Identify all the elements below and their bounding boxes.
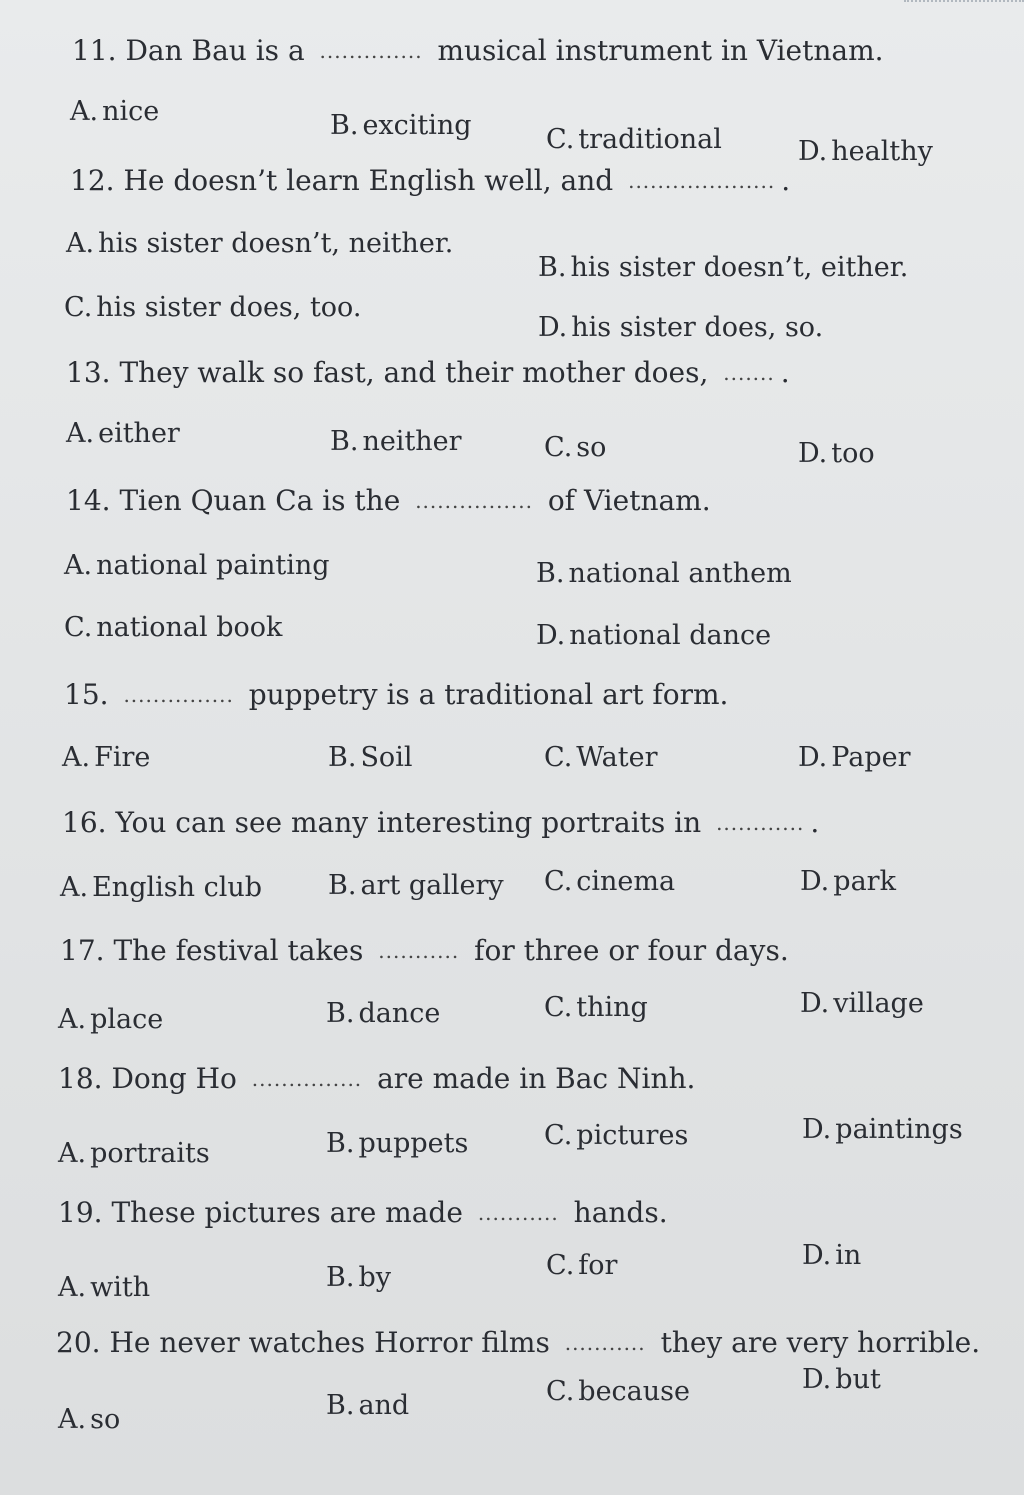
option-letter: C. (544, 866, 573, 897)
option-letter: C. (544, 742, 573, 773)
option-c[interactable] (544, 866, 675, 898)
question-text-before: Dan Bau is a (125, 34, 305, 67)
option-b[interactable] (328, 742, 412, 774)
option-text: healthy (831, 136, 933, 167)
option-text: because (578, 1376, 690, 1407)
option-letter: B. (326, 998, 355, 1029)
option-d[interactable] (536, 620, 771, 652)
option-d[interactable] (800, 866, 896, 898)
option-c[interactable] (544, 992, 648, 1024)
question-number: 13. (66, 356, 111, 389)
option-text: his sister doesn’t, either. (570, 252, 909, 283)
option-text: his sister does, so. (571, 312, 824, 343)
option-letter: B. (326, 1262, 355, 1293)
option-b[interactable] (326, 1128, 468, 1160)
option-text: in (835, 1240, 862, 1271)
question-text-after: of Vietnam. (547, 484, 711, 517)
option-text: with (90, 1272, 151, 1303)
option-text: Soil (360, 742, 413, 773)
option-letter: A. (60, 872, 89, 903)
question-text-after: . (781, 164, 791, 197)
option-a[interactable] (58, 1004, 163, 1036)
option-text: for (578, 1250, 618, 1281)
answer-blank: ........... (378, 939, 460, 963)
option-text: by (358, 1262, 391, 1293)
option-letter: C. (546, 124, 575, 155)
option-text: exciting (362, 110, 472, 141)
option-text: English club (92, 872, 263, 903)
option-text: park (833, 866, 896, 897)
option-text: cinema (576, 866, 676, 897)
question-number: 14. (66, 484, 111, 517)
option-d[interactable] (798, 136, 933, 168)
option-letter: B. (330, 426, 359, 457)
question-number: 11. (72, 34, 117, 67)
option-letter: D. (798, 438, 828, 469)
question-stem (62, 806, 819, 840)
question-text-after: for three or four days. (474, 934, 789, 967)
option-a[interactable] (64, 550, 330, 582)
option-c[interactable] (546, 1376, 690, 1408)
option-letter: D. (538, 312, 568, 343)
option-a[interactable] (66, 418, 180, 450)
option-text: dance (358, 998, 441, 1029)
question-text-before: He doesn’t learn English well, and (123, 164, 614, 197)
question-text-after: hands. (573, 1196, 668, 1229)
option-a[interactable] (58, 1404, 120, 1436)
page-edge-dots (904, 0, 1024, 16)
option-text: place (90, 1004, 164, 1035)
option-text: national anthem (568, 558, 792, 589)
option-c[interactable] (546, 124, 722, 156)
option-letter: C. (64, 292, 93, 323)
question-text-before: You can see many interesting portraits in (115, 806, 702, 839)
option-text: and (358, 1390, 410, 1421)
option-d[interactable] (798, 438, 875, 470)
option-d[interactable] (800, 988, 924, 1020)
option-letter: C. (546, 1376, 575, 1407)
option-letter: B. (328, 870, 357, 901)
question-stem (66, 356, 790, 390)
option-d[interactable] (802, 1364, 881, 1396)
option-letter: A. (66, 418, 95, 449)
option-letter: D. (802, 1240, 832, 1271)
question-number: 17. (60, 934, 105, 967)
option-a[interactable] (66, 228, 453, 260)
question-stem (60, 934, 789, 968)
option-letter: A. (58, 1272, 87, 1303)
option-text: pictures (576, 1120, 689, 1151)
option-letter: A. (62, 742, 91, 773)
option-letter: D. (800, 988, 830, 1019)
option-text: Water (576, 742, 658, 773)
option-letter: D. (798, 742, 828, 773)
option-letter: D. (802, 1364, 832, 1395)
option-letter: D. (798, 136, 828, 167)
option-b[interactable] (326, 998, 440, 1030)
option-text: nice (102, 96, 160, 127)
option-text: national painting (96, 550, 330, 581)
question-number: 19. (58, 1196, 103, 1229)
option-letter: C. (64, 612, 93, 643)
option-text: so (90, 1404, 121, 1435)
option-text: Fire (94, 742, 151, 773)
option-text: his sister does, too. (96, 292, 362, 323)
option-letter: C. (544, 432, 573, 463)
question-number: 12. (70, 164, 115, 197)
question-stem (70, 164, 790, 198)
option-letter: A. (58, 1404, 87, 1435)
option-letter: B. (328, 742, 357, 773)
option-b[interactable] (328, 870, 504, 902)
option-d[interactable] (798, 742, 911, 774)
option-letter: C. (544, 992, 573, 1023)
option-d[interactable] (802, 1240, 861, 1272)
option-text: either (98, 418, 180, 449)
option-letter: B. (330, 110, 359, 141)
question-number: 15. (64, 678, 109, 711)
option-letter: B. (538, 252, 567, 283)
option-b[interactable] (326, 1390, 409, 1422)
option-text: portraits (90, 1138, 210, 1169)
question-text-before: Dong Ho (111, 1062, 237, 1095)
option-text: national book (96, 612, 283, 643)
option-b[interactable] (326, 1262, 391, 1294)
option-letter: B. (326, 1390, 355, 1421)
option-text: neither (362, 426, 462, 457)
option-c[interactable] (64, 292, 361, 324)
question-text-after: . (780, 356, 790, 389)
option-text: Paper (831, 742, 911, 773)
option-text: thing (576, 992, 648, 1023)
option-a[interactable] (58, 1138, 210, 1170)
option-text: puppets (358, 1128, 469, 1159)
option-d[interactable] (802, 1114, 963, 1146)
option-c[interactable] (64, 612, 282, 644)
question-text-before: These pictures are made (111, 1196, 463, 1229)
option-letter: A. (66, 228, 95, 259)
option-b[interactable] (330, 110, 472, 142)
option-letter: C. (546, 1250, 575, 1281)
answer-blank: ............... (251, 1067, 363, 1091)
question-text-after: . (810, 806, 820, 839)
option-letter: A. (64, 550, 93, 581)
answer-blank: ........... (564, 1331, 646, 1355)
option-c[interactable] (544, 742, 658, 774)
answer-blank: .............. (319, 39, 423, 63)
option-letter: B. (536, 558, 565, 589)
question-stem (56, 1326, 980, 1360)
option-a[interactable] (70, 96, 159, 128)
option-c[interactable] (544, 1120, 688, 1152)
question-text-after: they are very horrible. (660, 1326, 981, 1359)
answer-blank: ....... (723, 361, 775, 385)
option-text: too (831, 438, 875, 469)
question-text-after: are made in Bac Ninh. (377, 1062, 696, 1095)
option-b[interactable] (538, 252, 908, 284)
question-stem (66, 484, 711, 518)
option-c[interactable] (546, 1250, 617, 1282)
option-letter: A. (58, 1138, 87, 1169)
answer-blank: ............... (123, 683, 234, 707)
option-text: paintings (835, 1114, 963, 1145)
question-stem (58, 1196, 668, 1230)
question-text-after: puppetry is a traditional art form. (248, 678, 729, 711)
option-a[interactable] (58, 1272, 150, 1304)
question-stem (64, 678, 728, 712)
question-number: 18. (58, 1062, 103, 1095)
option-text: his sister doesn’t, neither. (98, 228, 454, 259)
option-c[interactable] (544, 432, 606, 464)
option-b[interactable] (536, 558, 792, 590)
question-text-before: They walk so fast, and their mother does, (119, 356, 709, 389)
question-number: 16. (62, 806, 107, 839)
question-stem (58, 1062, 695, 1096)
option-text: national dance (569, 620, 772, 651)
option-letter: D. (800, 866, 830, 897)
answer-blank: ............ (716, 811, 805, 835)
question-stem (72, 34, 884, 68)
option-text: art gallery (360, 870, 504, 901)
question-text-after: musical instrument in Vietnam. (437, 34, 884, 67)
option-a[interactable] (60, 872, 262, 904)
option-letter: D. (536, 620, 566, 651)
option-text: so (576, 432, 607, 463)
question-text-before: He never watches Horror films (109, 1326, 550, 1359)
question-text-before: Tien Quan Ca is the (119, 484, 401, 517)
answer-blank: ................ (415, 489, 533, 513)
question-text-before: The festival takes (113, 934, 364, 967)
answer-blank: .................... (628, 169, 776, 193)
option-text: village (833, 988, 924, 1019)
option-b[interactable] (330, 426, 462, 458)
answer-blank: ........... (477, 1201, 559, 1225)
option-d[interactable] (538, 312, 823, 344)
option-letter: B. (326, 1128, 355, 1159)
option-text: but (835, 1364, 881, 1395)
option-letter: A. (58, 1004, 87, 1035)
option-text: traditional (578, 124, 722, 155)
option-letter: D. (802, 1114, 832, 1145)
question-number: 20. (56, 1326, 101, 1359)
option-a[interactable] (62, 742, 150, 774)
option-letter: C. (544, 1120, 573, 1151)
option-letter: A. (70, 96, 99, 127)
